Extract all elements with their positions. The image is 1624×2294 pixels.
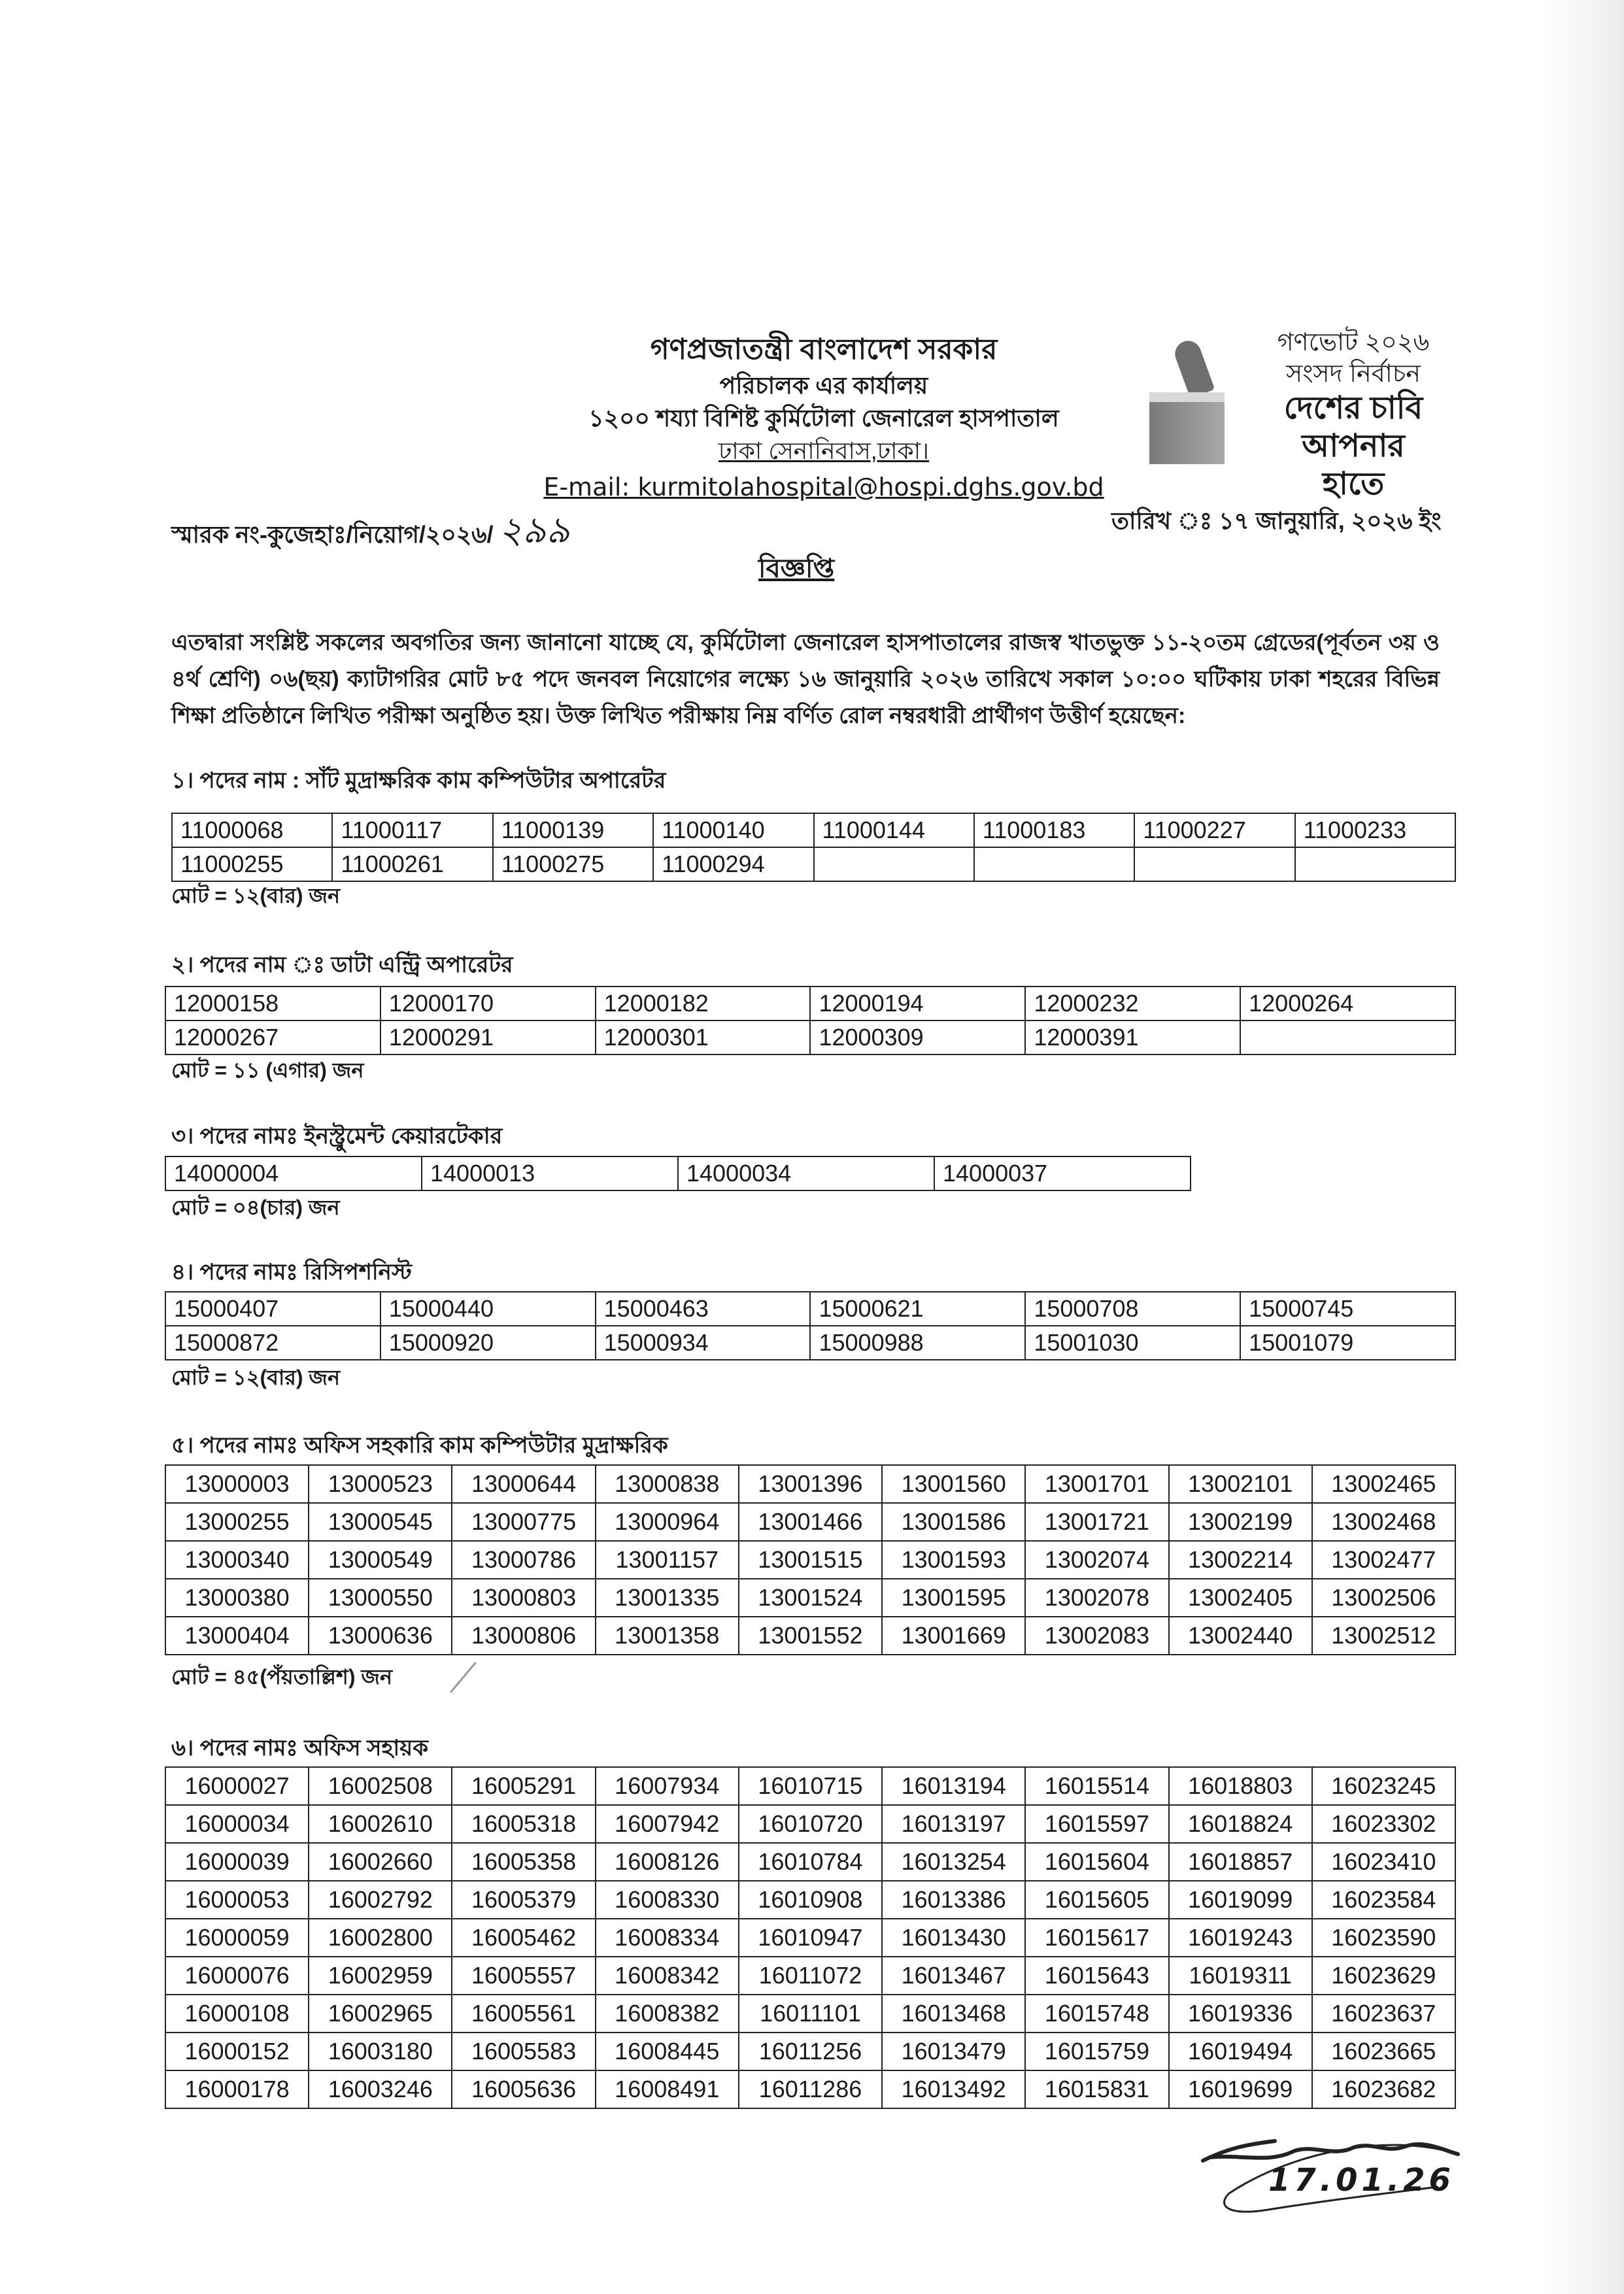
roll-number-cell: 12000182 (596, 987, 811, 1020)
section-2-total: মোট = ১১ (এগার) জন (171, 1058, 364, 1082)
section-6-title: ৬। পদের নামঃ অফিস সহায়ক (171, 1736, 428, 1761)
roll-number-cell: 16000034 (165, 1805, 309, 1843)
roll-number-cell: 13001358 (596, 1617, 739, 1655)
roll-number-cell: 16015514 (1025, 1767, 1168, 1805)
table-row (165, 1617, 1455, 1655)
roll-number-cell: 16008445 (596, 2033, 739, 2070)
table-row (165, 1805, 1455, 1843)
roll-number-cell: 16015643 (1025, 1957, 1168, 1995)
roll-number-cell: 13001524 (739, 1579, 882, 1617)
roll-number-cell: 14000034 (678, 1156, 934, 1190)
roll-number-cell: 14000013 (422, 1156, 678, 1190)
notice-date: তারিখ ঃ ১৭ জানুয়ারি, ২০২৬ ইং (1111, 507, 1442, 534)
roll-number-cell: 13000404 (165, 1617, 309, 1655)
roll-number-cell: 16013254 (882, 1843, 1025, 1881)
roll-number-cell: 16023590 (1312, 1919, 1455, 1957)
roll-number-cell: 15000920 (381, 1326, 596, 1360)
signature (1190, 2128, 1464, 2226)
roll-number-cell: 15000621 (810, 1292, 1025, 1326)
roll-number-cell: 16013467 (882, 1957, 1025, 1995)
roll-number-cell: 15000745 (1240, 1292, 1455, 1326)
roll-number-cell: 16002792 (309, 1881, 452, 1919)
roll-number-cell: 16000076 (165, 1957, 309, 1995)
roll-number-cell: 16000152 (165, 2033, 309, 2070)
roll-number-cell: 16023245 (1312, 1767, 1455, 1805)
roll-number-cell: 16010720 (739, 1805, 882, 1843)
roll-number-cell: 16007934 (596, 1767, 739, 1805)
roll-number-cell: 16011101 (739, 1995, 882, 2033)
roll-number-cell: 13001721 (1025, 1503, 1168, 1541)
table-row (165, 1326, 1455, 1360)
roll-number-cell: 16005561 (452, 1995, 595, 2033)
roll-number-cell: 15000934 (596, 1326, 811, 1360)
reference-number (171, 502, 570, 564)
roll-number-cell: 15000988 (810, 1326, 1025, 1360)
roll-number-cell: 16002508 (309, 1767, 452, 1805)
hospital-address: ঢাকা সেনানিবাস,ঢাকা। (718, 437, 930, 464)
roll-number-cell: 16011286 (739, 2070, 882, 2108)
roll-number-cell: 16019099 (1169, 1881, 1312, 1919)
roll-number-cell: 16010947 (739, 1919, 882, 1957)
roll-number-cell: 12000267 (165, 1020, 381, 1054)
table-row (165, 1881, 1455, 1919)
roll-number-cell: 16015597 (1025, 1805, 1168, 1843)
roll-number-cell: 16008330 (596, 1881, 739, 1919)
roll-number-cell: 15001079 (1240, 1326, 1455, 1360)
roll-number-cell: 13000786 (452, 1541, 595, 1579)
roll-number-cell: 16019494 (1169, 2033, 1312, 2070)
roll-number-cell: 16023410 (1312, 1843, 1455, 1881)
roll-number-cell: 11000144 (814, 813, 974, 847)
roll-number-cell: 13000636 (309, 1617, 452, 1655)
roll-number-cell: 16015605 (1025, 1881, 1168, 1919)
roll-number-cell: 12000264 (1240, 987, 1455, 1020)
roll-number-cell: 16010784 (739, 1843, 882, 1881)
roll-number-cell: 11000068 (172, 813, 332, 847)
section-5-roll-table (165, 1464, 1456, 1655)
roll-number-cell: 16008491 (596, 2070, 739, 2108)
roll-number-cell: 16000053 (165, 1881, 309, 1919)
table-row (165, 1919, 1455, 1957)
roll-number-cell: 16008126 (596, 1843, 739, 1881)
section-5-total: মোট = ৪৫(পঁয়তাল্লিশ) জন (171, 1665, 393, 1689)
roll-number-cell: 16019311 (1169, 1957, 1312, 1995)
roll-number-cell: 13000380 (165, 1579, 309, 1617)
roll-number-cell: 13000550 (309, 1579, 452, 1617)
roll-number-cell: 16000059 (165, 1919, 309, 1957)
roll-number-cell: 13001701 (1025, 1465, 1168, 1503)
signature-date: 17.01.26 (1268, 2162, 1455, 2199)
notice-title: বিজ্ঞপ্তি (758, 554, 835, 583)
roll-number-cell: 16019336 (1169, 1995, 1312, 2033)
section-1-title: ১। পদের নাম : সাঁট মুদ্রাক্ষরিক কাম কম্পিউটার অপারেটর (171, 768, 666, 793)
roll-number-cell: 11000117 (332, 813, 492, 847)
roll-number-cell: 16013492 (882, 2070, 1025, 2108)
roll-number-cell: 13001552 (739, 1617, 882, 1655)
tick-mark (450, 1662, 507, 1718)
table-row (165, 1843, 1455, 1881)
roll-number-cell: 16013194 (882, 1767, 1025, 1805)
roll-number-cell: 13000803 (452, 1579, 595, 1617)
roll-number-cell: 16005557 (452, 1957, 595, 1995)
roll-number-cell: 13002074 (1025, 1541, 1168, 1579)
roll-number-cell: 16018803 (1169, 1767, 1312, 1805)
roll-number-cell: 13000964 (596, 1503, 739, 1541)
roll-number-cell: 16013468 (882, 1995, 1025, 2033)
table-row (165, 1156, 1191, 1190)
roll-number-cell: 13001669 (882, 1617, 1025, 1655)
roll-number-cell: 16005291 (452, 1767, 595, 1805)
roll-number-cell: 16010908 (739, 1881, 882, 1919)
roll-number-cell: 16002610 (309, 1805, 452, 1843)
logo-line-1: গণভোট ২০২৬ (1277, 329, 1430, 356)
roll-number-cell: 16018857 (1169, 1843, 1312, 1881)
roll-number-cell: 12000232 (1025, 987, 1240, 1020)
roll-number-cell: 13002199 (1169, 1503, 1312, 1541)
roll-number-cell: 16011256 (739, 2033, 882, 2070)
table-row (165, 2070, 1455, 2108)
roll-number-cell: 13002405 (1169, 1579, 1312, 1617)
roll-number-cell: 13002083 (1025, 1617, 1168, 1655)
roll-number-cell: 16000039 (165, 1843, 309, 1881)
roll-number-cell: 16005379 (452, 1881, 595, 1919)
roll-number-cell: 15000440 (381, 1292, 596, 1326)
roll-number-cell: 11000183 (974, 813, 1134, 847)
roll-number-cell: 16008342 (596, 1957, 739, 1995)
roll-number-cell: 11000261 (332, 847, 492, 881)
roll-number-cell: 11000255 (172, 847, 332, 881)
roll-number-cell: 13002506 (1312, 1579, 1455, 1617)
roll-number-cell: 13000523 (309, 1465, 452, 1503)
roll-number-cell: 16013197 (882, 1805, 1025, 1843)
roll-number-cell: 13002440 (1169, 1617, 1312, 1655)
section-4-title: ৪। পদের নামঃ রিসিপশনিস্ট (171, 1260, 412, 1285)
scan-page-edge (1539, 0, 1624, 2294)
roll-number-cell: 16011072 (739, 1957, 882, 1995)
roll-number-cell: 13000644 (452, 1465, 595, 1503)
roll-number-cell: 13000340 (165, 1541, 309, 1579)
roll-number-cell: 16002959 (309, 1957, 452, 1995)
table-row (165, 1541, 1455, 1579)
roll-number-cell: 13001560 (882, 1465, 1025, 1503)
roll-number-cell: 12000170 (381, 987, 596, 1020)
roll-number-cell: 15000872 (165, 1326, 381, 1360)
roll-number-cell: 13002101 (1169, 1465, 1312, 1503)
roll-number-cell: 16005636 (452, 2070, 595, 2108)
election-logo (1144, 327, 1438, 501)
roll-number-cell: 13001593 (882, 1541, 1025, 1579)
roll-number-cell: 16000108 (165, 1995, 309, 2033)
roll-number-cell: 11000139 (493, 813, 653, 847)
roll-number-cell: 15000708 (1025, 1292, 1240, 1326)
roll-number-cell: 16023302 (1312, 1805, 1455, 1843)
roll-number-cell: 16003180 (309, 2033, 452, 2070)
roll-number-cell: 13002214 (1169, 1541, 1312, 1579)
roll-number-cell: 11000140 (653, 813, 813, 847)
roll-number-cell: 15000463 (596, 1292, 811, 1326)
roll-number-cell: 12000291 (381, 1020, 596, 1054)
roll-number-cell (1240, 1020, 1455, 1054)
reference-label: স্মারক নং-কুজেহাঃ/নিয়োগ/২০২৬/ (171, 521, 494, 548)
roll-number-cell: 13002512 (1312, 1617, 1455, 1655)
roll-number-cell: 12000301 (596, 1020, 811, 1054)
roll-number-cell: 16023665 (1312, 2033, 1455, 2070)
logo-line-3: দেশের চাবি (1283, 391, 1423, 426)
roll-number-cell: 16015831 (1025, 2070, 1168, 2108)
roll-number-cell: 16007942 (596, 1805, 739, 1843)
roll-number-cell: 13001595 (882, 1579, 1025, 1617)
roll-number-cell: 12000158 (165, 987, 381, 1020)
roll-number-cell: 16005462 (452, 1919, 595, 1957)
roll-number-cell: 16013386 (882, 1881, 1025, 1919)
roll-number-cell: 14000004 (165, 1156, 422, 1190)
roll-number-cell: 13001157 (596, 1541, 739, 1579)
roll-number-cell: 16013430 (882, 1919, 1025, 1957)
roll-number-cell: 13002465 (1312, 1465, 1455, 1503)
roll-number-cell: 16002965 (309, 1995, 452, 2033)
roll-number-cell: 13000545 (309, 1503, 452, 1541)
roll-number-cell: 16013479 (882, 2033, 1025, 2070)
roll-number-cell: 13002078 (1025, 1579, 1168, 1617)
roll-number-cell: 14000037 (934, 1156, 1191, 1190)
notice-body: এতদ্বারা সংশ্লিষ্ট সকলের অবগতির জন্য জানানো যাচ্ছে যে, কুর্মিটোলা জেনারেল হাসপাতালের রাজস্ব খাতভুক্ত ১১-২০তম গ্রেডের(পূর্বতন ৩য় ও ৪র্থ শ্রেণি) ০৬(ছয়) ক্যাটাগরির মোট ৮৫ পদে জনবল নিয়োগের লক্ষ্যে ১৬ জানুয়ারি ২০২৬ তারিখে সকাল ১০:০০ ঘটিকায় ঢাকা শহরের বিভিন্ন শিক্ষা প্রতিষ্ঠানে লিখিত পরীক্ষা অনুষ্ঠিত হয়। উক্ত লিখিত পরীক্ষায় নিম্ন বর্ণিত রোল নম্বরধারী প্রার্থীগণ উত্তীর্ণ হয়েছেন: (171, 630, 1440, 728)
section-4-roll-table (165, 1291, 1456, 1360)
table-row (165, 1292, 1455, 1326)
roll-number-cell: 16023637 (1312, 1995, 1455, 2033)
table-row (165, 1957, 1455, 1995)
roll-number-cell (974, 847, 1134, 881)
roll-number-cell: 15001030 (1025, 1326, 1240, 1360)
roll-number-cell: 16008334 (596, 1919, 739, 1957)
roll-number-cell: 16003246 (309, 2070, 452, 2108)
section-1-roll-table (171, 813, 1456, 882)
roll-number-cell: 16019699 (1169, 2070, 1312, 2108)
section-2-title: ২। পদের নাম ঃ ডাটা এন্ট্রি অপারেটর (171, 953, 513, 977)
roll-number-cell: 13000549 (309, 1541, 452, 1579)
roll-number-cell: 16000178 (165, 2070, 309, 2108)
table-row (165, 987, 1455, 1020)
roll-number-cell: 16023629 (1312, 1957, 1455, 1995)
office-title: পরিচালক এর কার্যালয় (719, 372, 928, 399)
section-1-total: মোট = ১২(বার) জন (171, 884, 341, 907)
roll-number-cell: 16015759 (1025, 2033, 1168, 2070)
logo-line-2: সংসদ নির্বাচন (1286, 360, 1421, 388)
section-6-roll-table (165, 1766, 1456, 2109)
roll-number-cell: 16015604 (1025, 1843, 1168, 1881)
roll-number-cell: 16010715 (739, 1767, 882, 1805)
roll-number-cell: 11000275 (493, 847, 653, 881)
roll-number-cell: 12000391 (1025, 1020, 1240, 1054)
logo-line-4: আপনার হাতে (1302, 429, 1405, 501)
roll-number-cell: 11000233 (1295, 813, 1455, 847)
roll-number-cell: 13001515 (739, 1541, 882, 1579)
roll-number-cell: 13000806 (452, 1617, 595, 1655)
letterhead (490, 330, 1157, 507)
roll-number-cell: 16005358 (452, 1843, 595, 1881)
table-row (165, 1503, 1455, 1541)
roll-number-cell: 11000227 (1134, 813, 1294, 847)
roll-number-cell: 15000407 (165, 1292, 381, 1326)
roll-number-cell: 16000027 (165, 1767, 309, 1805)
roll-number-cell (1134, 847, 1294, 881)
roll-number-cell: 13001396 (739, 1465, 882, 1503)
roll-number-cell: 13000255 (165, 1503, 309, 1541)
hospital-email[interactable]: E-mail: kurmitolahospital@hospi.dghs.gov.bd (543, 473, 1104, 501)
section-3-roll-table (165, 1156, 1191, 1191)
roll-number-cell: 13000838 (596, 1465, 739, 1503)
roll-number-cell: 16023682 (1312, 2070, 1455, 2108)
table-row (165, 1579, 1455, 1617)
roll-number-cell: 16002660 (309, 1843, 452, 1881)
hospital-name: ১২০০ শয্যা বিশিষ্ট কুর্মিটোলা জেনারেল হাসপাতাল (588, 405, 1059, 431)
section-3-total: মোট = ০৪(চার) জন (171, 1196, 340, 1219)
roll-number-cell (814, 847, 974, 881)
roll-number-cell: 13000003 (165, 1465, 309, 1503)
roll-number-cell: 16008382 (596, 1995, 739, 2033)
table-row (172, 813, 1455, 847)
section-3-title: ৩। পদের নামঃ ইনস্ট্রুমেন্ট কেয়ারটেকার (171, 1124, 503, 1149)
handwritten-reference-number: ২৯৯ (498, 509, 570, 552)
roll-number-cell: 13001586 (882, 1503, 1025, 1541)
roll-number-cell: 12000309 (810, 1020, 1025, 1054)
table-row (165, 1995, 1455, 2033)
section-2-roll-table (165, 986, 1456, 1055)
roll-number-cell: 13002468 (1312, 1503, 1455, 1541)
roll-number-cell: 16015748 (1025, 1995, 1168, 2033)
section-4-total: মোট = ১২(বার) জন (171, 1366, 341, 1389)
roll-number-cell: 12000194 (810, 987, 1025, 1020)
roll-number-cell: 16002800 (309, 1919, 452, 1957)
table-row (165, 1465, 1455, 1503)
roll-number-cell: 16005583 (452, 2033, 595, 2070)
section-5-title: ৫। পদের নামঃ অফিস সহকারি কাম কম্পিউটার মুদ্রাক্ষরিক (171, 1433, 668, 1458)
table-row (165, 1767, 1455, 1805)
roll-number-cell: 16023584 (1312, 1881, 1455, 1919)
roll-number-cell: 13002477 (1312, 1541, 1455, 1579)
roll-number-cell: 13001335 (596, 1579, 739, 1617)
roll-number-cell: 11000294 (653, 847, 813, 881)
roll-number-cell: 16019243 (1169, 1919, 1312, 1957)
table-row (165, 2033, 1455, 2070)
roll-number-cell: 13001466 (739, 1503, 882, 1541)
roll-number-cell (1295, 847, 1455, 881)
table-row (165, 1020, 1455, 1054)
roll-number-cell: 16015617 (1025, 1919, 1168, 1957)
roll-number-cell: 16018824 (1169, 1805, 1312, 1843)
government-title: গণপ্রজাতন্ত্রী বাংলাদেশ সরকার (650, 333, 998, 365)
table-row (172, 847, 1455, 881)
roll-number-cell: 16005318 (452, 1805, 595, 1843)
roll-number-cell: 13000775 (452, 1503, 595, 1541)
